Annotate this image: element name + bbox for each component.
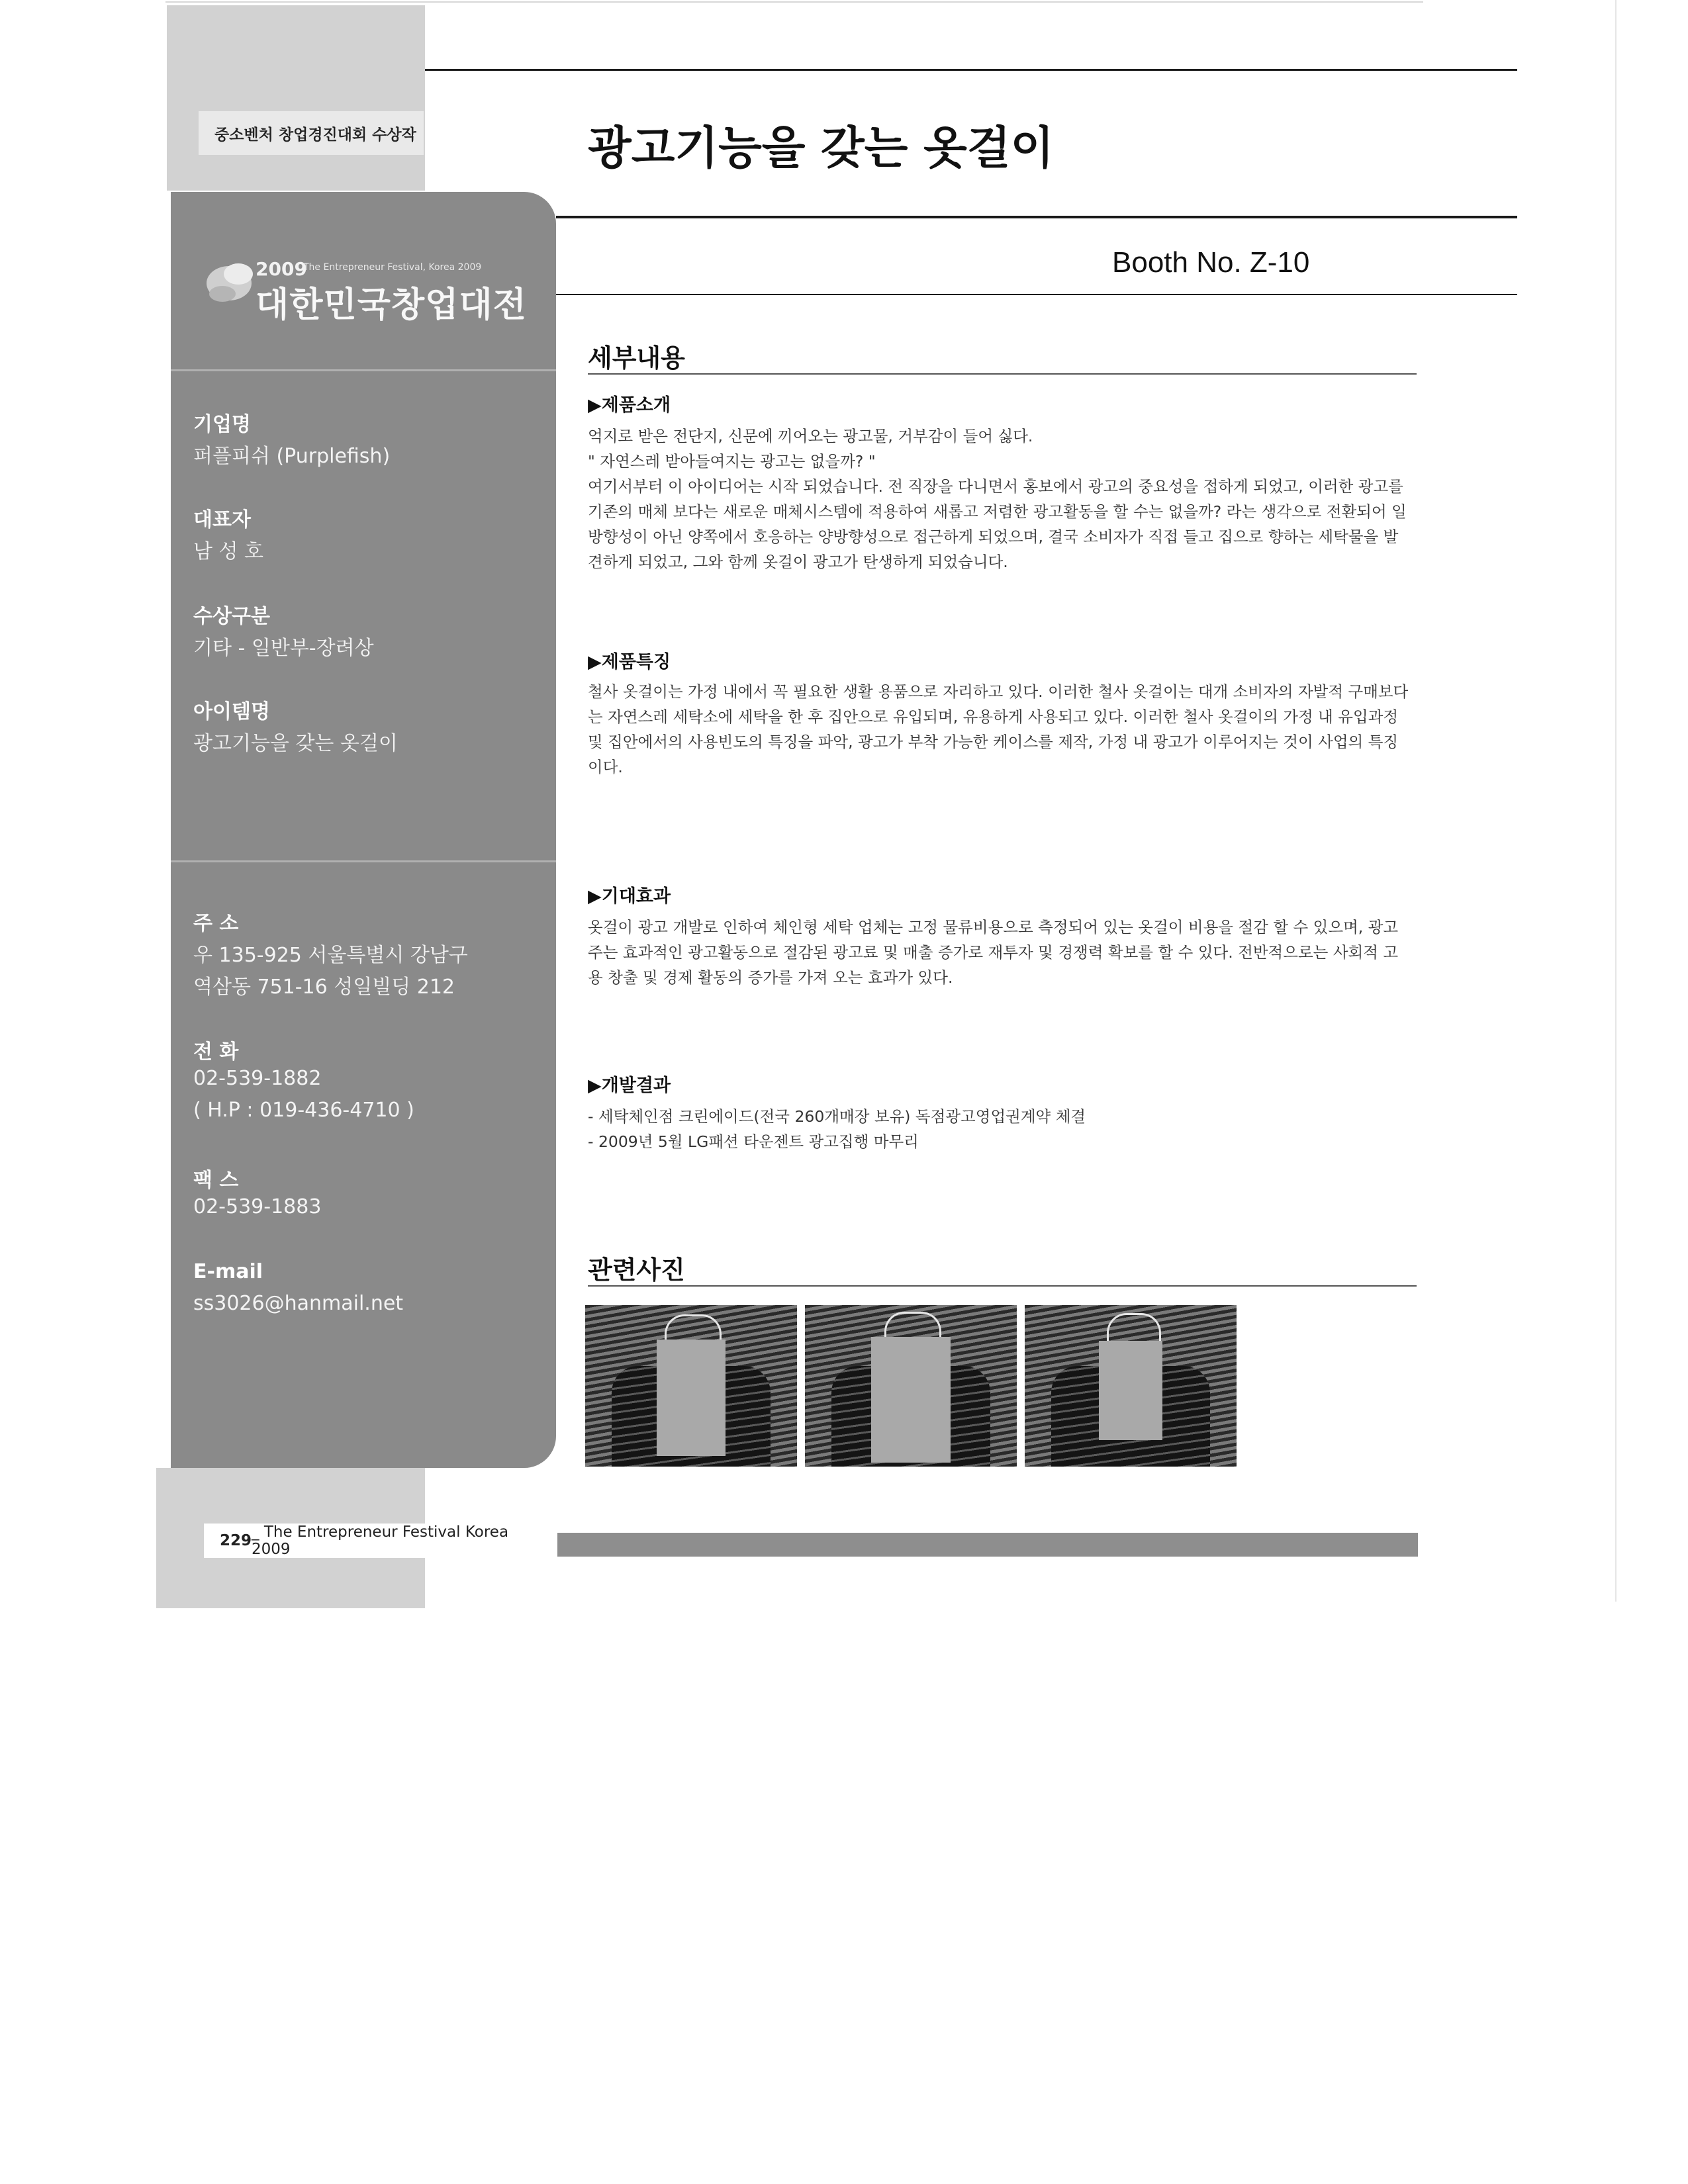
award-label: 수상구분 — [193, 605, 270, 628]
logo-subtitle: The Entrepreneur Festival, Korea 2009 — [303, 262, 482, 273]
page-number: 229 — [220, 1532, 252, 1549]
address-line-1: 우 135-925 서울특별시 강남구 — [193, 944, 468, 967]
header-top-rule — [425, 69, 1517, 71]
hanger-hook — [884, 1312, 941, 1340]
intro-line-2: " 자연스레 받아들여지는 광고는 없을까? " — [588, 452, 876, 471]
hanger-ad-tag — [1099, 1341, 1162, 1440]
phone-label: 전 화 — [193, 1040, 239, 1064]
features-text — [588, 679, 1409, 780]
hanger-hook — [1107, 1313, 1161, 1342]
related-photo-2 — [805, 1305, 1017, 1467]
item-label: 아이템명 — [193, 700, 270, 723]
address-line-2: 역삼동 751-16 성일빌딩 212 — [193, 976, 455, 999]
phone-line-2: ( H.P : 019-436-4710 ) — [193, 1099, 414, 1122]
intro-text — [588, 424, 1409, 574]
photos-heading-rule — [588, 1285, 1417, 1287]
footer-bar — [557, 1533, 1418, 1557]
booth-number: Booth No. Z-10 — [1112, 246, 1310, 279]
company-value: 퍼플피쉬 (Purplefish) — [193, 445, 391, 468]
effects-heading: ▶기대효과 — [588, 886, 671, 907]
details-heading-rule — [588, 373, 1417, 375]
item-value: 광고기능을 갖는 옷걸이 — [193, 732, 398, 755]
fax-value: 02-539-1883 — [193, 1195, 322, 1218]
sidebar-divider-top — [171, 369, 556, 371]
award-tag: 중소벤처 창업경진대회 수상작 — [199, 111, 424, 155]
photos-heading: 관련사진 — [588, 1255, 685, 1285]
results-item-1: - 세탁체인점 크린에이드(전국 260개매장 보유) 독점광고영업권계약 체결 — [588, 1107, 1086, 1126]
hanger-hook — [665, 1314, 722, 1343]
features-paragraph: 철사 옷걸이는 가정 내에서 꼭 필요한 생활 용품으로 자리하고 있다. 이러한 철사 옷걸이는 대개 소비자의 자발적 구매보다는 자연스레 세탁소에 세탁을 한 후 집안으로 유입되며, 유용하게 사용되고 있다. 이러한 철사 옷걸이의 가정 내 유입과정 및 집안에서의 사용빈도의 특징을 파악, 광고가 부착 가능한 케이스를 제작, 가정 내 광고가 이루어지는 것이 사업의 특징이다. — [588, 682, 1409, 776]
intro-line-1: 억지로 받은 전단지, 신문에 끼어오는 광고물, 거부감이 들어 싫다. — [588, 427, 1033, 445]
title-bottom-rule — [556, 216, 1517, 218]
results-heading: ▶개발결과 — [588, 1075, 671, 1096]
sidebar-divider-middle — [171, 860, 556, 862]
logo-title: 대한민국창업대전 — [256, 285, 527, 325]
related-photo-3 — [1025, 1305, 1237, 1467]
hanger-ad-tag — [871, 1337, 951, 1463]
intro-heading: ▶제품소개 — [588, 395, 671, 416]
address-label: 주 소 — [193, 912, 239, 935]
ceo-label: 대표자 — [193, 508, 251, 531]
details-heading: 세부내용 — [588, 343, 685, 373]
logo-year: 2009 — [256, 258, 307, 280]
footer-text: _ The Entrepreneur Festival Korea 2009 — [252, 1524, 509, 1558]
page-footer — [204, 1524, 535, 1558]
booth-rule — [556, 294, 1517, 295]
scan-edge-top — [165, 1, 1423, 3]
related-photo-1 — [585, 1305, 797, 1467]
effects-text — [588, 915, 1409, 990]
phone-line-1: 02-539-1882 — [193, 1067, 322, 1090]
email-value: ss3026@hanmail.net — [193, 1292, 404, 1315]
email-label: E-mail — [193, 1260, 263, 1283]
fax-label: 팩 스 — [193, 1169, 239, 1192]
company-info-sidebar — [171, 192, 556, 1468]
ceo-value: 남 성 호 — [193, 540, 264, 563]
company-label: 기업명 — [193, 413, 251, 436]
page-title: 광고기능을 갖는 옷걸이 — [588, 122, 1055, 175]
effects-paragraph: 옷걸이 광고 개발로 인하여 체인형 세탁 업체는 고정 물류비용으로 측정되어 있는 옷걸이 비용을 절감 할 수 있으며, 광고주는 효과적인 광고활동으로 절감된 광고료 및 매출 증가로 재투자 및 경쟁력 확보를 할 수 있다. 전반적으로는 사회적 고용 창출 및 경제 활동의 증가를 가져 오는 효과가 있다. — [588, 918, 1399, 987]
results-list — [588, 1104, 1409, 1154]
features-heading: ▶제품특징 — [588, 652, 671, 672]
header-grey-strip — [167, 5, 425, 191]
scan-edge-right — [1615, 0, 1617, 1602]
hanger-ad-tag — [657, 1340, 726, 1456]
award-value: 기타 - 일반부-장려상 — [193, 637, 374, 660]
intro-paragraph: 여기서부터 이 아이디어는 시작 되었습니다. 전 직장을 다니면서 홍보에서 광고의 중요성을 접하게 되었고, 이러한 광고를 기존의 매체 보다는 새로운 매체시스템에 적용하여 새롭고 저렴한 광고활동을 할 수는 없을까? 라는 생각으로 전환되어 일방향성이 아닌 양쪽에서 호응하는 양방향성으로 접근하게 되었으며, 결국 소비자가 직접 들고 집으로 향하는 세탁물을 발견하게 되었고, 그와 함께 옷걸이 광고가 탄생하게 되었습니다. — [588, 477, 1407, 571]
results-item-2: - 2009년 5월 LG패션 타운젠트 광고집행 마무리 — [588, 1132, 919, 1151]
